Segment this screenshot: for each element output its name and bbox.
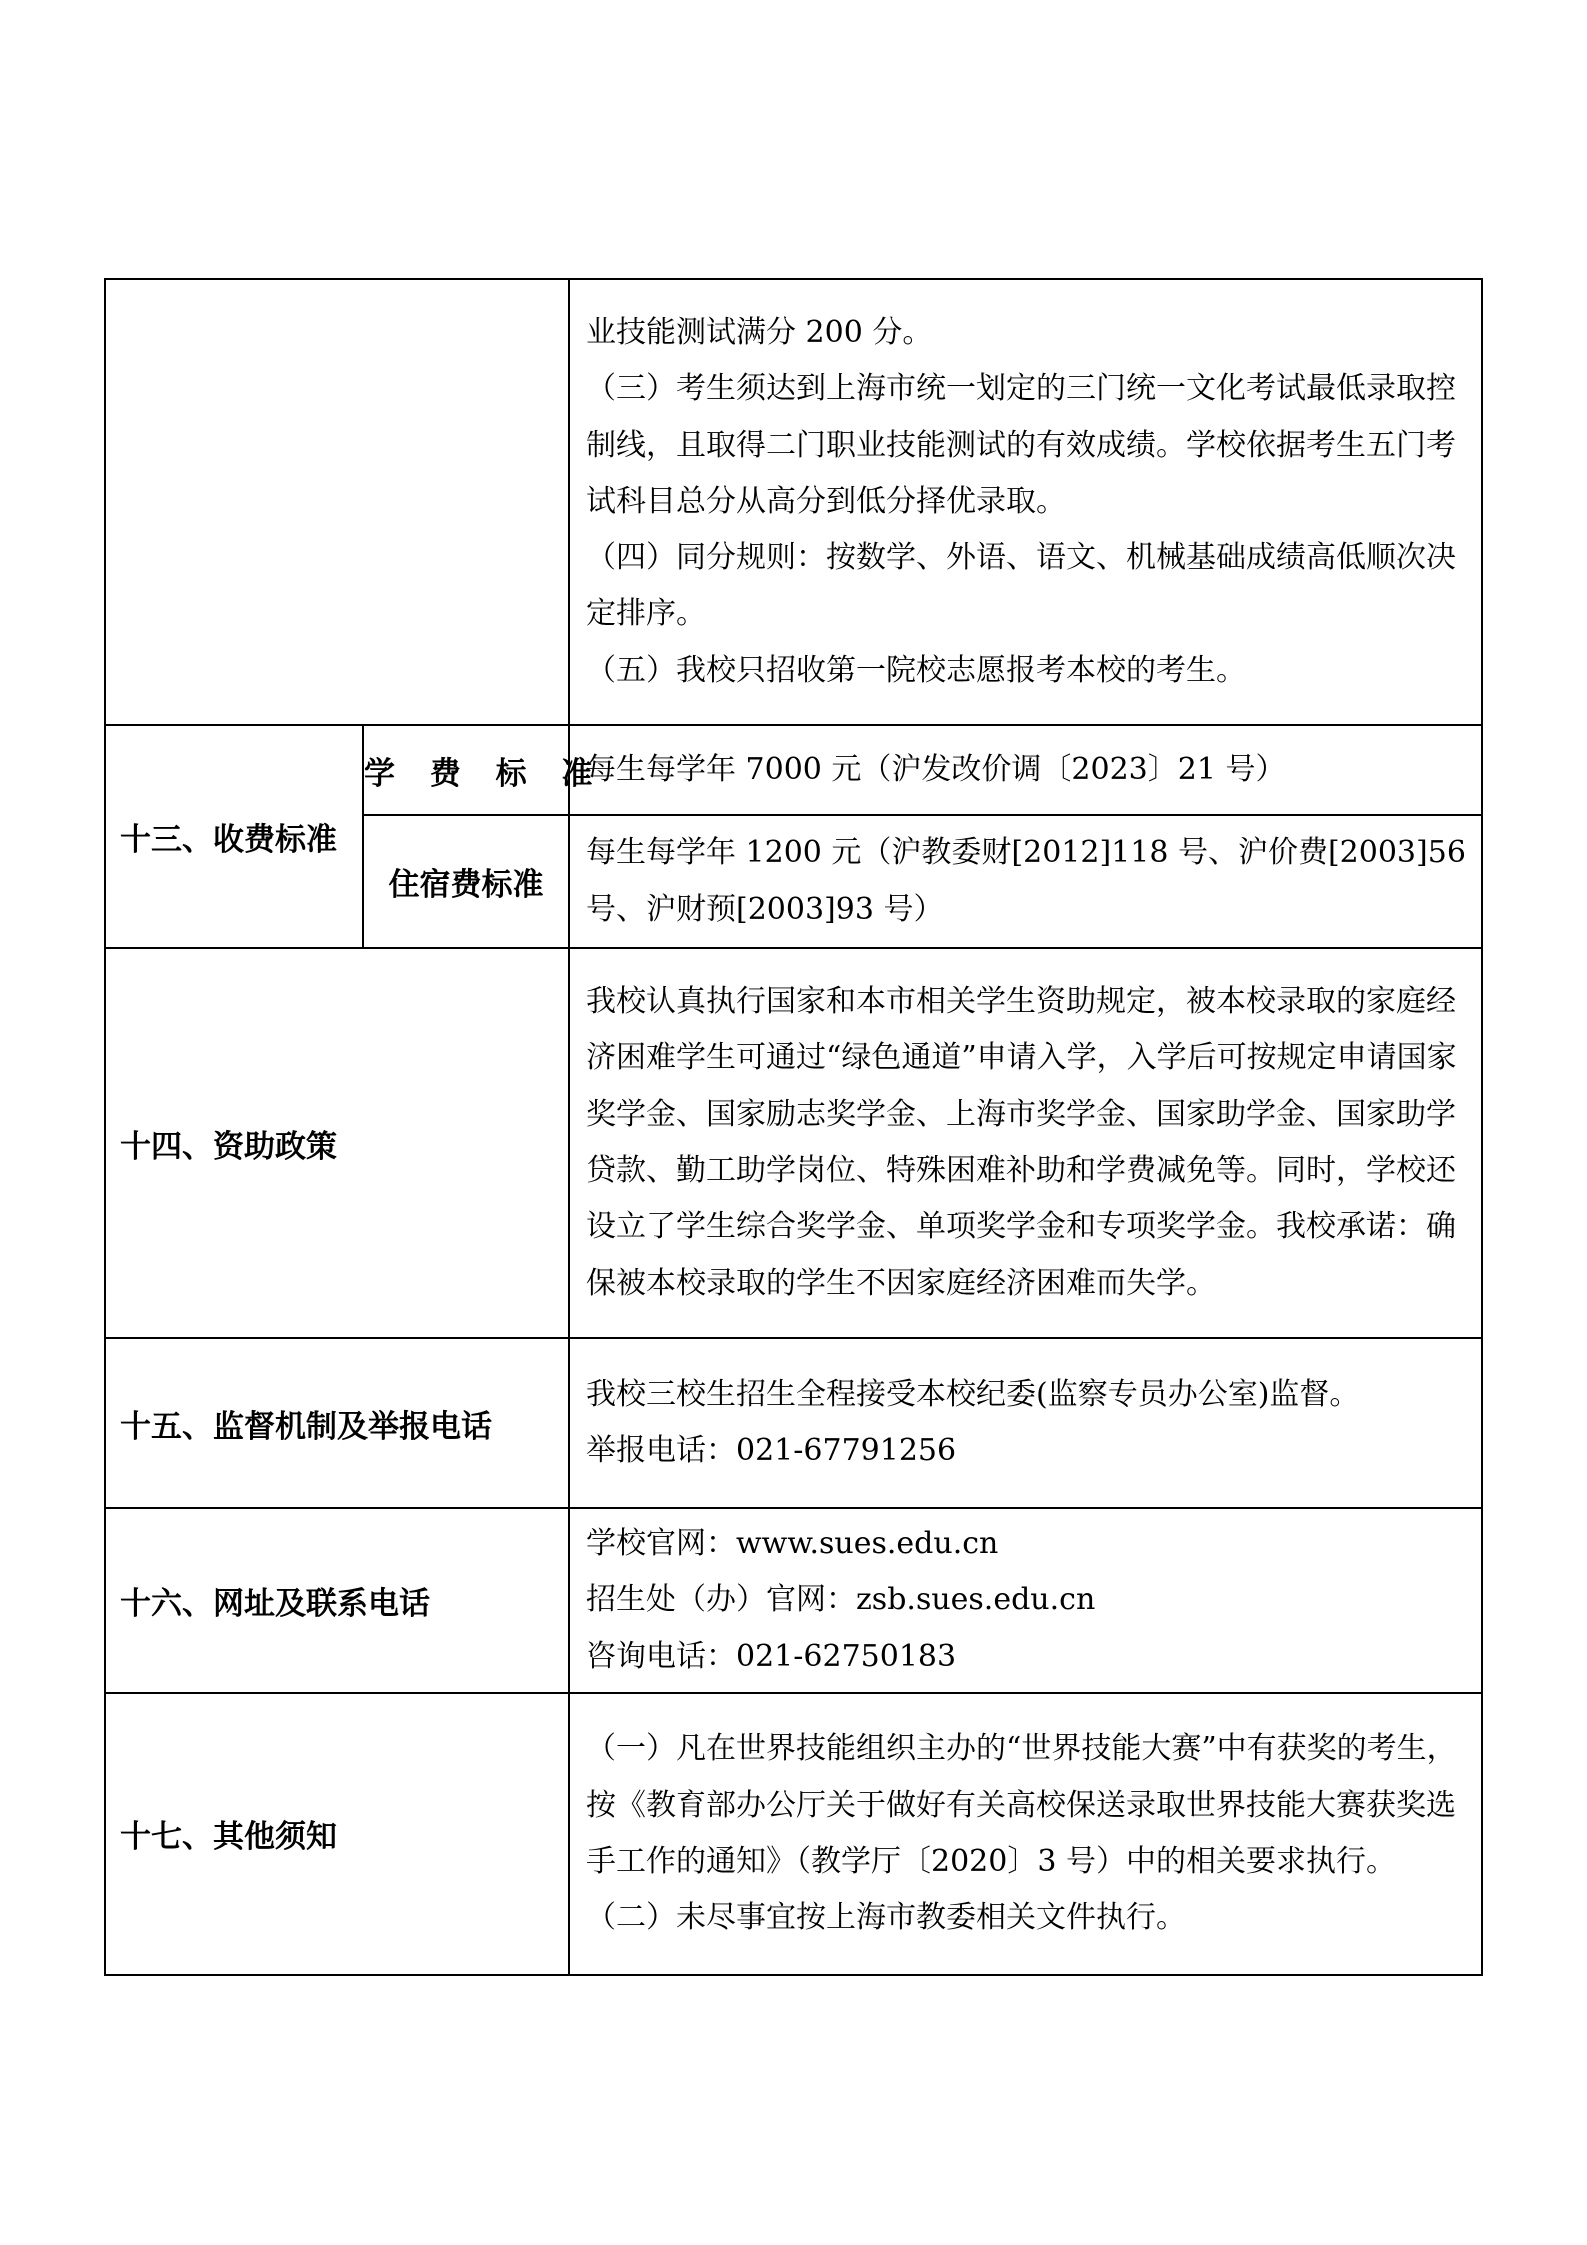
contact-website: 学校官网：www.sues.edu.cn <box>586 1526 999 1561</box>
table-row-aid <box>105 948 1482 1338</box>
contact-content <box>569 1508 1482 1693</box>
contact-admissions-site: 招生处（办）官网：zsb.sues.edu.cn <box>586 1582 1096 1618</box>
dorm-value: 每生每学年 1200 元（沪教委财[2012]118 号、沪价费[2003]56 号、沪财预[2003]93 号） <box>569 815 1482 948</box>
continued-line-3: （四）同分规则：按数学、外语、语文、机械基础成绩高低顺次决定排序。 <box>586 540 1456 632</box>
other-item-2: （二）未尽事宜按上海市教委相关文件执行。 <box>586 1900 1186 1936</box>
other-content <box>569 1693 1482 1975</box>
table-row-continued <box>105 279 1482 725</box>
aid-header: 十四、资助政策 <box>105 948 569 1338</box>
tuition-label: 学 费 标 准 <box>363 725 569 815</box>
other-item-1: （一）凡在世界技能组织主办的“世界技能大赛”中有获奖的考生，按《教育部办公厅关于做好有关高校保送录取世界技能大赛获奖选手工作的通知》（教学厅〔2020〕3 号）中的相关要求执行。 <box>586 1731 1457 1879</box>
continued-content <box>569 279 1482 725</box>
table-row-supervision <box>105 1338 1482 1508</box>
continued-line-1: 业技能测试满分 200 分。 <box>586 314 933 350</box>
fees-header: 十三、收费标准 <box>105 725 363 948</box>
admissions-table <box>104 278 1481 1976</box>
dorm-label: 住宿费标准 <box>363 815 569 948</box>
contact-header: 十六、网址及联系电话 <box>105 1508 569 1693</box>
supervision-header: 十五、监督机制及举报电话 <box>105 1338 569 1508</box>
aid-text: 我校认真执行国家和本市相关学生资助规定，被本校录取的家庭经济困难学生可通过“绿色通道”申请入学，入学后可按规定申请国家奖学金、国家励志奖学金、上海市奖学金、国家助学金、国家助学贷款、勤工助学岗位、特殊困难补助和学费减免等。同时，学校还设立了学生综合奖学金、单项奖学金和专项奖学金。我校承诺：确保被本校录取的学生不因家庭经济困难而失学。 <box>569 948 1482 1338</box>
empty-header-cell <box>105 279 569 725</box>
other-header: 十七、其他须知 <box>105 1693 569 1975</box>
table-row-other <box>105 1693 1482 1975</box>
continued-line-2: （三）考生须达到上海市统一划定的三门统一文化考试最低录取控制线，且取得二门职业技能测试的有效成绩。学校依据考生五门考试科目总分从高分到低分择优录取。 <box>586 371 1456 519</box>
supervision-text: 我校三校生招生全程接受本校纪委(监察专员办公室)监督。 <box>586 1376 1360 1412</box>
supervision-content <box>569 1338 1482 1508</box>
supervision-phone: 举报电话：021-67791256 <box>586 1433 957 1468</box>
continued-line-4: （五）我校只招收第一院校志愿报考本校的考生。 <box>586 652 1246 688</box>
table-row-contact <box>105 1508 1482 1693</box>
contact-phone: 咨询电话：021-62750183 <box>586 1638 957 1674</box>
table-row-tuition <box>105 725 1482 815</box>
tuition-value: 每生每学年 7000 元（沪发改价调〔2023〕21 号） <box>569 725 1482 815</box>
